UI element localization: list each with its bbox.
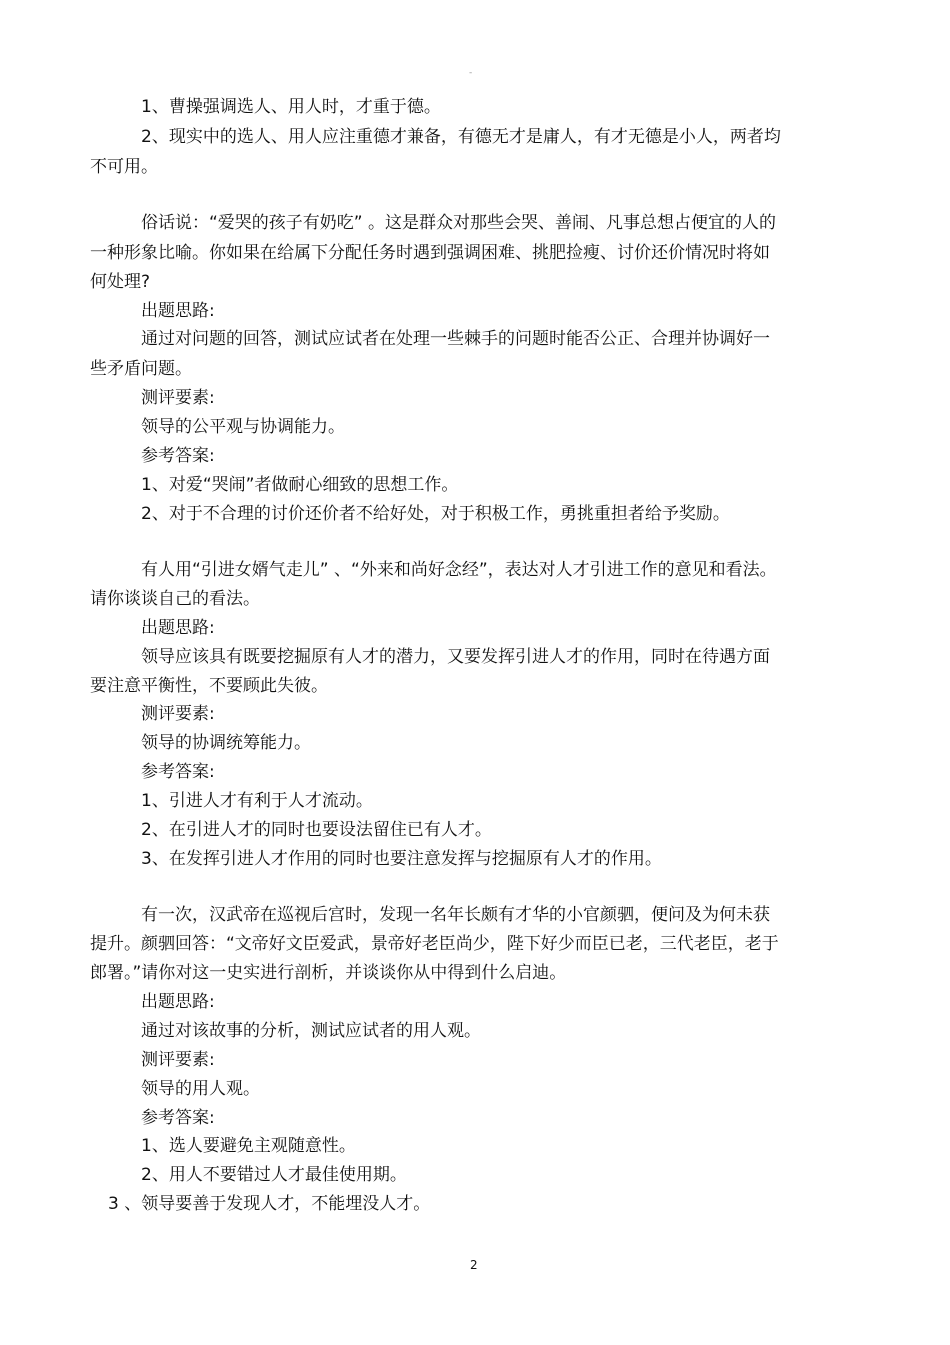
- text-line: 不可用。: [90, 157, 158, 177]
- text-line: 有人用“引进女婿气走儿” 、“外来和尚好念经”，表达对人才引进工作的意见和看法。: [141, 560, 777, 580]
- text-line: 提升。颜驷回答：“文帝好文臣爱武，景帝好老臣尚少，陛下好少而臣已老，三代老臣，老于: [90, 934, 779, 954]
- text-line: 2、用人不要错过人才最佳使用期。: [141, 1165, 407, 1185]
- text-line: 请你谈谈自己的看法。: [90, 589, 260, 609]
- text-line: 1、引进人才有利于人才流动。: [141, 791, 373, 811]
- section-heading: 出题思路:: [141, 301, 215, 321]
- text-line: 郎署。”请你对这一史实进行剖析，并谈谈你从中得到什么启迪。: [90, 963, 567, 983]
- text-line: 3、在发挥引进人才作用的同时也要注意发挥与挖掘原有人才的作用。: [141, 849, 662, 869]
- text-line: 领导的公平观与协调能力。: [141, 417, 345, 437]
- page-number: 2: [470, 1258, 478, 1272]
- text-line: 领导应该具有既要挖掘原有人才的潜力，又要发挥引进人才的作用，同时在待遇方面: [141, 647, 770, 667]
- section-heading: 参考答案:: [141, 762, 215, 782]
- text-line: 些矛盾问题。: [90, 359, 192, 379]
- text-line: 何处理?: [90, 272, 151, 292]
- text-line: 3 、领导要善于发现人才，不能埋没人才。: [108, 1194, 431, 1214]
- text-line: 1、对爱“哭闹”者做耐心细致的思想工作。: [141, 475, 459, 495]
- text-line: 领导的用人观。: [141, 1079, 260, 1099]
- text-line: 通过对问题的回答，测试应试者在处理一些棘手的问题时能否公正、合理并协调好一: [141, 329, 770, 349]
- text-line: 要注意平衡性，不要顾此失彼。: [90, 676, 328, 696]
- text-line: 2、在引进人才的同时也要设法留住已有人才。: [141, 820, 492, 840]
- header-mark: -: [469, 68, 473, 78]
- section-heading: 参考答案:: [141, 446, 215, 466]
- text-line: 1、曹操强调选人、用人时，才重于德。: [141, 97, 441, 117]
- section-heading: 参考答案:: [141, 1108, 215, 1128]
- text-line: 通过对该故事的分析，测试应试者的用人观。: [141, 1021, 481, 1041]
- text-line: 俗话说：“爱哭的孩子有奶吃” 。这是群众对那些会哭、善闹、凡事总想占便宜的人的: [141, 213, 777, 233]
- text-line: 有一次，汉武帝在巡视后宫时，发现一名年长颇有才华的小官颜驷，便问及为何未获: [141, 905, 770, 925]
- text-line: 2、现实中的选人、用人应注重德才兼备，有德无才是庸人，有才无德是小人，两者均: [141, 127, 781, 147]
- section-heading: 测评要素:: [141, 388, 215, 408]
- section-heading: 测评要素:: [141, 704, 215, 724]
- text-line: 1、选人要避免主观随意性。: [141, 1136, 356, 1156]
- section-heading: 出题思路:: [141, 992, 215, 1012]
- text-line: 领导的协调统筹能力。: [141, 733, 311, 753]
- section-heading: 出题思路:: [141, 618, 215, 638]
- section-heading: 测评要素:: [141, 1050, 215, 1070]
- text-line: 2、对于不合理的讨价还价者不给好处，对于积极工作，勇挑重担者给予奖励。: [141, 504, 730, 524]
- text-line: 一种形象比喻。你如果在给属下分配任务时遇到强调困难、挑肥捡瘦、讨价还价情况时将如: [90, 243, 770, 263]
